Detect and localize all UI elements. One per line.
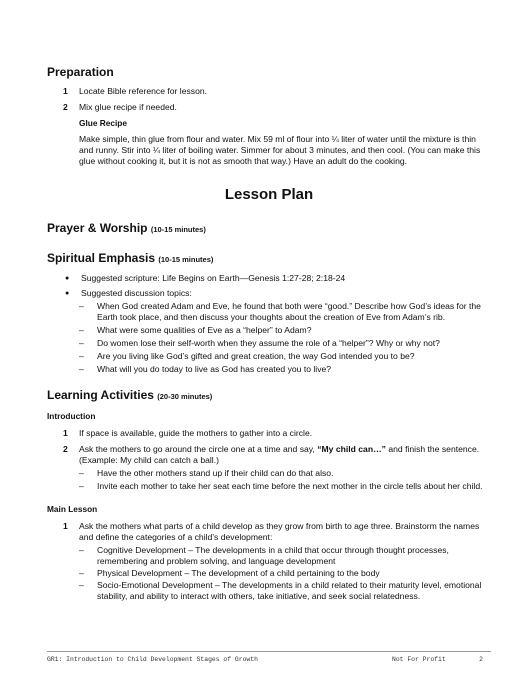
document-page [47, 64, 491, 602]
topic-item: – What were some qualities of Eve as a “helper” to Adam? [79, 325, 312, 335]
bullet-icon: ● [65, 290, 70, 297]
lesson-plan-title: Lesson Plan [224, 186, 314, 203]
topic-item: – When God created Adam and Eve, he found that both were “good.” Describe how God’s ideas for the Earth took place, and then discuss your thoughts about the creation of Eve from Adam’s rib. [79, 301, 481, 322]
spiritual-heading: Spiritual Emphasis (10-15 minutes) [47, 251, 214, 265]
intro-substep: – Have the other mothers stand up if their child can do that also. [79, 468, 334, 478]
introduction-heading: Introduction [47, 411, 96, 421]
topic-item: – Do women lose their self-worth when they assume the role of a “helper”? Why or why not? [79, 338, 440, 348]
learning-heading: Learning Activities (20-30 minutes) [47, 388, 213, 402]
footer-title: GR1: Introduction to Child Development Stages of Growth [47, 656, 258, 663]
intro-substep: – Invite each mother to take her seat each time before the next mother in the circle tells about her child. [79, 481, 483, 491]
development-item: – Socio-Emotional Development – The developments in a child related to their maturity level, emotional stability, and ability to interact with others, take initiative, and seek social relatedness. [79, 580, 482, 601]
glue-recipe-text: Make simple, thin glue from flour and water. Mix 59 ml of flour into ¼ liter of water until the mixture is thin and runny. Stir into ¼ liter of boiling water. Simmer for about 3 minutes, and then cool. (You can make this glue without cooking it, but it is not as smooth that way.) Have an adult do the cooking. [79, 134, 481, 166]
main-lesson-heading: Main Lesson [47, 504, 98, 514]
glue-recipe-heading: Glue Recipe [79, 118, 127, 128]
page-footer [47, 651, 491, 663]
topic-item: – Are you living like God’s gifted and great creation, the way God intended you to be? [79, 351, 415, 361]
page-number: 2 [479, 656, 483, 663]
topic-item: – What will you do today to live as God has created you to live? [79, 364, 332, 374]
bullet-item: ● Suggested scripture: Life Begins on Earth—Genesis 1:27-28; 2:18-24 [65, 273, 346, 283]
main-step: 1 Ask the mothers what parts of a child develop as they grow from birth to age three. Brainstorm the names and define the categories of a child’s development: [63, 521, 480, 542]
footer-notice: Not For Profit [392, 656, 446, 663]
intro-step: 2 Ask the mothers to go around the circle one at a time and say, “My child can…” and finish the sentence. (Example: My child can catch a ball.) [63, 444, 480, 465]
bullet-item: ● Suggested discussion topics: [65, 288, 192, 298]
prayer-heading: Prayer & Worship (10-15 minutes) [47, 221, 206, 235]
development-item: – Physical Development – The development of a child pertaining to the body [79, 568, 380, 578]
prep-step: 1 Locate Bible reference for lesson. [63, 86, 208, 96]
development-item: – Cognitive Development – The developments in a child that occur through thought processes, remembering and problem solving, and language development [79, 545, 449, 566]
bullet-icon: ● [65, 275, 70, 282]
prep-step: 2 Mix glue recipe if needed. [63, 102, 177, 112]
preparation-heading: Preparation [47, 65, 114, 79]
intro-step: 1 If space is available, guide the mothers to gather into a circle. [63, 428, 313, 438]
